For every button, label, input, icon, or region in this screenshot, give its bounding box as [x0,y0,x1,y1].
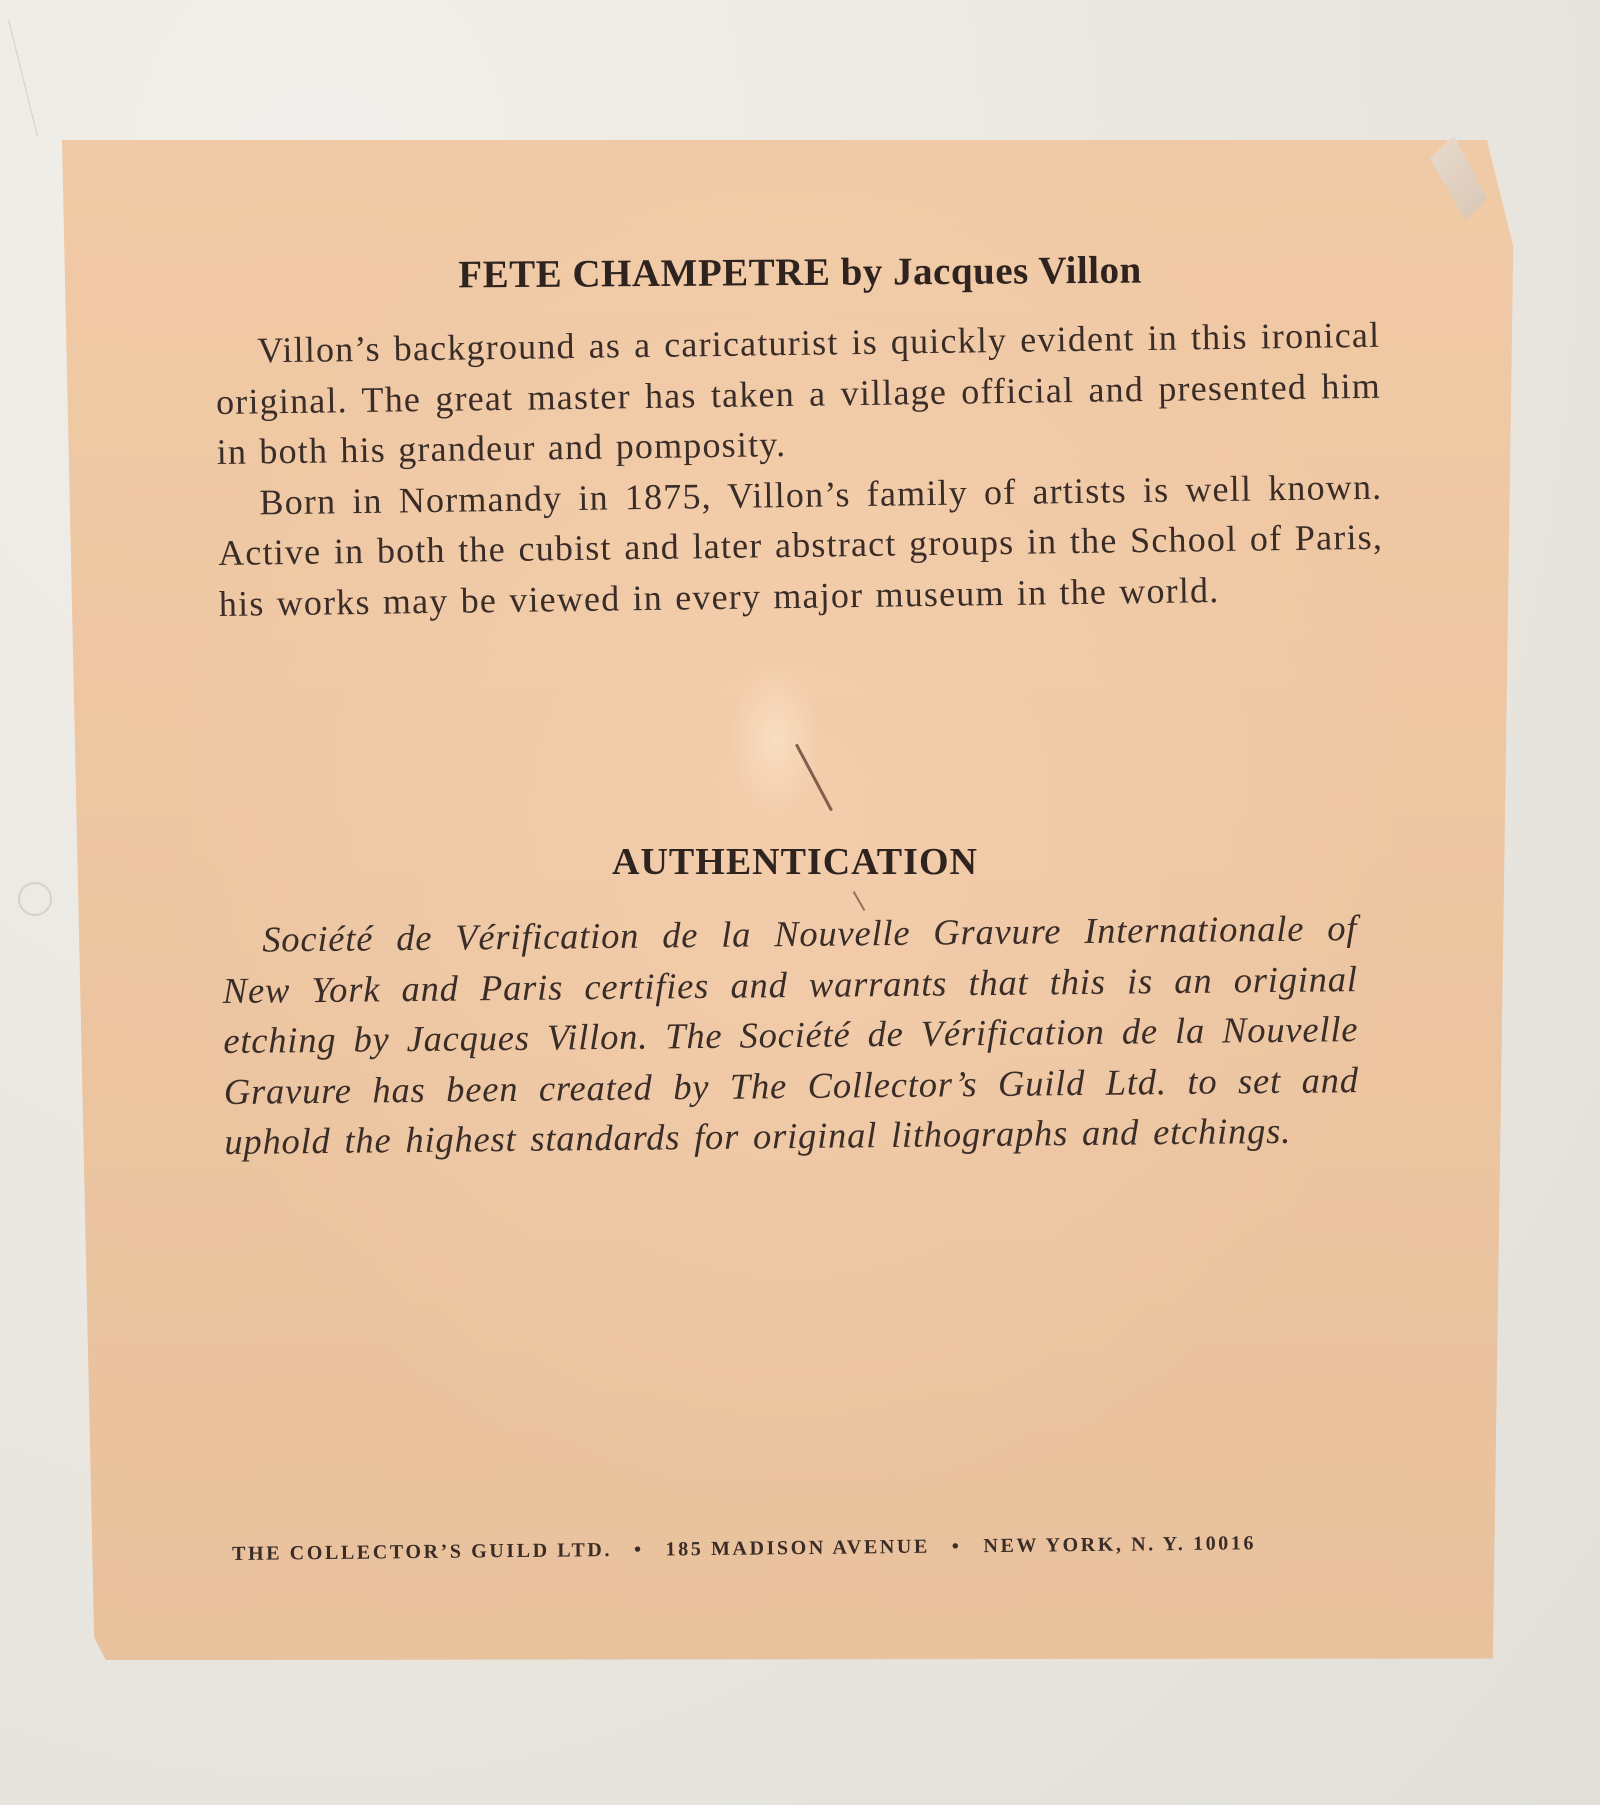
surface-hole [18,882,52,916]
footer-city: NEW YORK, N. Y. 10016 [983,1532,1257,1558]
footer-street: 185 MADISON AVENUE [665,1535,930,1561]
footer-separator: • [951,1535,962,1558]
footer-company: THE COLLECTOR’S GUILD LTD. [232,1539,613,1565]
paragraph-background: Villon’s background as a caricaturist is quickly evident in this ironical original. The great master has taken a village official and presented him in both his grandeur and pomposity. [215,314,1382,472]
paper-stain [730,660,820,820]
authentication-paragraph: Société de Vérification de la Nouvelle Gravure Internationale of New York and Paris certifies and warrants that this is an original etching by Jacques Villon. The Société de Vérification de la Nouvelle Gravure has been created by The Collector’s Guild Ltd. to set and uphold the highest standards for original lithographs and etchings. [222,907,1359,1162]
document-title: FETE CHAMPETRE by Jacques Villon [458,248,1142,297]
authentication-heading: AUTHENTICATION [612,841,978,883]
authentication-text [222,903,1360,1167]
paragraph-biography: Born in Normandy in 1875, Villon’s family of artists is well known. Active in both the cubist and later abstract groups in the School of Paris, his works may be viewed in every major museum in the world. [217,466,1384,624]
intro-text [215,310,1384,629]
footer-separator: • [633,1538,644,1561]
